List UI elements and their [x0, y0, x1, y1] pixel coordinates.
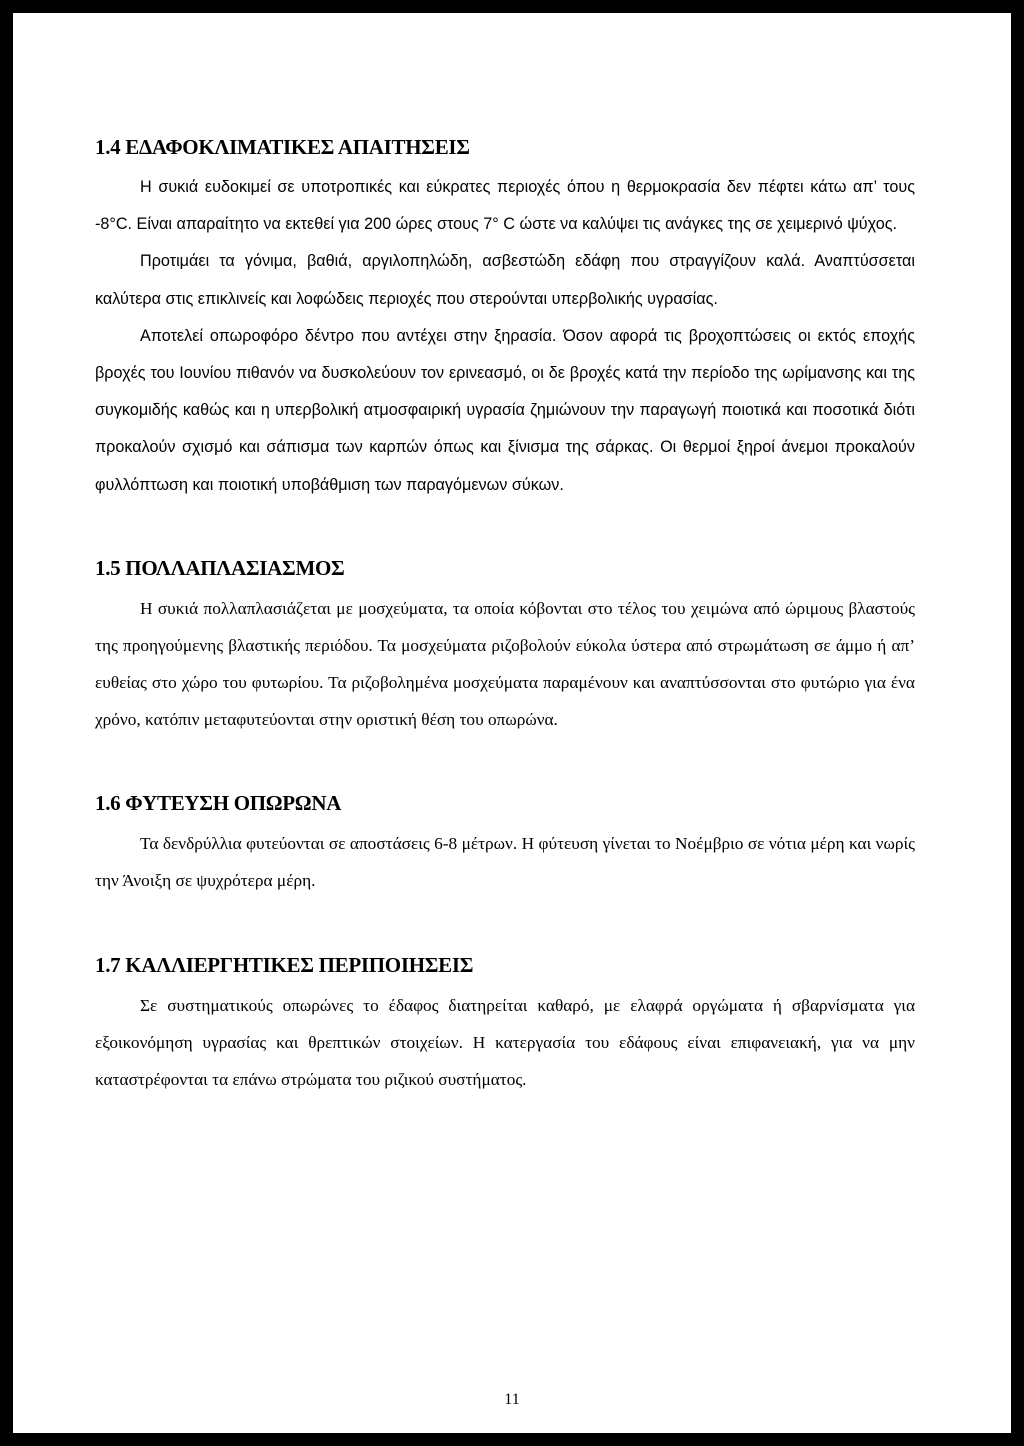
section-title: 1.7 ΚΑΛΛΙΕΡΓΗΤΙΚΕΣ ΠΕΡΙΠΟΙΗΣΕΙΣ: [95, 953, 474, 978]
paragraph: Προτιμάει τα γόνιμα, βαθιά, αργιλοπηλώδη, ασβεστώδη εδάφη που στραγγίζουν καλά. Αναπτύσσεται καλύτερα στις επικλινείς και λοφώδεις περιοχές που στερούνται υπερβολικής υγρασίας.: [95, 252, 915, 308]
paragraph: Αποτελεί οπωροφόρο δέντρο που αντέχει στην ξηρασία. Όσον αφορά τις βροχοπτώσεις οι εκτός εποχής βροχές του Ιουνίου πιθανόν να δυσκολεύουν τον ερινεασμό, οι δε βροχές κατά την περίοδο της ωρίμανσης και της συγκομιδής καθώς και η υπερβολική ατμοσφαιρική υγρασία ζημιώνουν την παραγωγή ποιοτικά και ποσοτικά διότι προκαλούν σχισμό και σάπισμα των καρπών όπως και ξίνισμα της σάρκας. Οι θερμοί ξηροί άνεμοι προκαλούν φυλλόπτωση και ποιοτική υποβάθμιση των παραγόμενων σύκων.: [95, 326, 915, 494]
paragraph: Σε συστηματικούς οπωρώνες το έδαφος διατηρείται καθαρό, με ελαφρά οργώματα ή σβαρνίσματα για εξοικονόμηση υγρασίας και θρεπτικών στοιχείων. Η κατεργασία του εδάφους είναι επιφανειακή, για να μην καταστρέφονται τα επάνω στρώματα του ριζικού συστήματος.: [95, 996, 915, 1090]
page-content: [95, 125, 915, 1099]
section-title: 1.5 ΠΟΛΛΑΠΛΑΣΙΑΣΜΟΣ: [95, 555, 345, 580]
paragraph: Η συκιά πολλαπλασιάζεται με μοσχεύματα, τα οποία κόβονται στο τέλος του χειμώνα από ώριμους βλαστούς της προηγούμενης βλαστικής περιόδου. Τα μοσχεύματα ριζοβολούν εύκολα ύστερα από στρωμάτωση σε άμμο ή απ’ ευθείας στο χώρο του φυτωρίου. Τα ριζοβολημένα μοσχεύματα παραμένουν και αναπτύσσονται στο φυτώριο για ένα χρόνο, κατόπιν μεταφυτεύονται στην οριστική θέση του οπωρώνα.: [95, 598, 915, 730]
section-title: 1.4 ΕΔΑΦΟΚΛΙΜΑΤΙΚΕΣ ΑΠΑΙΤΗΣΕΙΣ: [95, 135, 470, 159]
section-1-5: [95, 546, 915, 739]
section-spacer: [95, 899, 915, 943]
section-title: 1.6 ΦΥΤΕΥΣΗ ΟΠΩΡΩΝΑ: [95, 790, 342, 815]
section-1-7: [95, 943, 915, 1099]
section-1-6: [95, 781, 915, 899]
paragraph: Τα δενδρύλλια φυτεύονται σε αποστάσεις 6-8 μέτρων. Η φύτευση γίνεται το Νοέμβριο σε νότια μέρη και νωρίς την Άνοιξη σε ψυχρότερα μέρη.: [95, 833, 915, 890]
section-1-4: [95, 125, 915, 504]
section-spacer: [95, 504, 915, 546]
page-number: 11: [504, 1391, 520, 1408]
paragraph: Η συκιά ευδοκιμεί σε υποτροπικές και εύκρατες περιοχές όπου η θερμοκρασία δεν πέφτει κάτω απ’ τους -8°C. Είναι απαραίτητο να εκτεθεί για 200 ώρες στους 7° C ώστε να καλύψει τις ανάγκες της σε χειμερινό ψύχος.: [95, 178, 915, 234]
section-spacer: [95, 739, 915, 781]
